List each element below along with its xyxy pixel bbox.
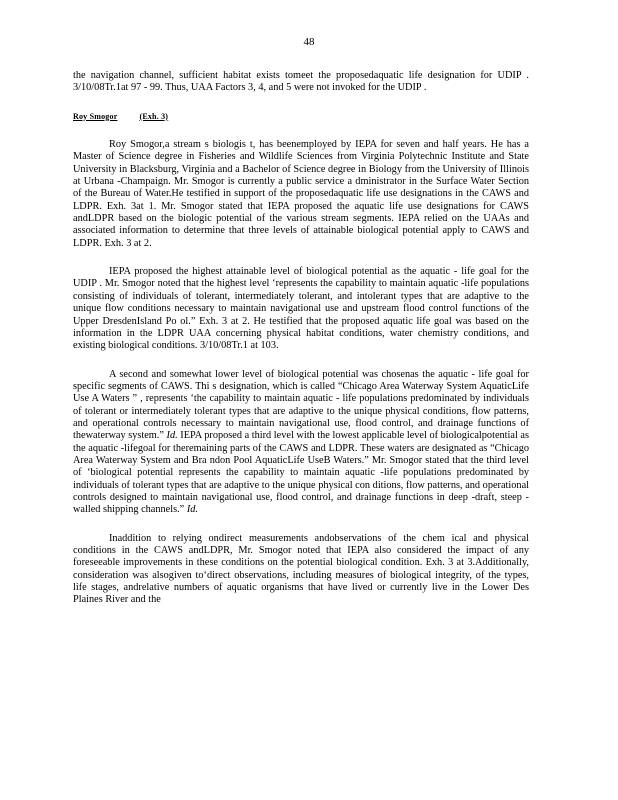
section-heading [73,111,529,123]
exhibit-reference: (Exh. 3) [139,111,169,121]
page-number: 48 [303,36,315,48]
witness-name: Roy Smogor [73,111,118,121]
paragraph-witness-background: Roy Smogor,a stream s biologis t, has beenemployed by IEPA for seven and half years. He has a Master of Science degree in Fisheries and Wildlife Sciences from Virginia Polytechnic Institute and State University in Blacksburg, Virginia and a Bachelor of Science degree in Biology from the University of Illinois at Urbana -Champaign. Mr. Smogor is currently a public service a dministrator in the Surface Water Section of the Bureau of Water.He testified in support of the proposedaquatic life use designations in the CAWS and LDPR. Exh. 3at 1. Mr. Smogor stated that IEPA proposed the aquatic life use designations for CAWS andLDPR based on the biologic potential of the various stream segments. IEPA relied on the UAAs and associated information to determine that three levels of attainable biological potential apply to CAWS and LDPR. Exh. 3 at 2. [73,139,529,249]
paragraph-second-third-levels [73,369,529,517]
intro-paragraph: the navigation channel, sufficient habitat exists tomeet the proposedaquatic life designation for UDIP . 3/10/08Tr.1at 97 - 99. Thus, UAA Factors 3, 4, and 5 were not invoked for the UDIP . [73,70,529,94]
third-level-text: IEPA proposed a third level with the lowest applicable level of biologicalpotential as the aquatic -lifegoal for theremaining parts of the CAWS and LDPR. These waters are designated as “Chicago Area Waterway System and Bra ndon Pool AquaticLife UseB Waters.” Mr. Smogor stated that the third level of ‘biological potential represents the capability to maintain aquatic -life populations predominated by individuals of tolerant types that are adaptive to the unique physical con ditions, flow patterns, and operational controls designed to maintain navigational use, flood control, and drainage functions in deep -draft, steep -walled shipping channels.” [73,430,529,516]
paragraph-highest-level: IEPA proposed the highest attainable level of biological potential as the aquatic - life goal for the UDIP . Mr. Smogor noted that the highest level ‘represents the capability to maintain aquatic -life populations consisting of individuals of tolerant, intermediately tolerant, and intolerant types that are adaptive to the unique flow conditions necessary to maintain navigational use and upstream flood control functions of the Upper DresdenIsland Po ol.” Exh. 3 at 2. He testified that the proposed aquatic life goal was based on the information in the LDPR UAA concerning physical habitat conditions, water chemistry conditions, and existing biological conditions. 3/10/08Tr.1 at 103. [73,266,529,352]
second-level-text: A second and somewhat lower level of biological potential was chosenas the aquatic - life goal for specific segments of CAWS. Thi s designation, which is called “Chicago Area Waterway System AquaticLife Use A Waters ” , represents ‘the capability to maintain aquatic - life populations predominated by individuals of tolerant or intermediately tolerant types that are adaptive to the unique physical conditions, flow patterns, and operational controls necessary to maintain navigational use, flood control, and drainage functions of thewaterway system.” [73,368,529,442]
citation-id: Id. [186,504,198,516]
citation-id: Id. [166,430,178,442]
document-body [73,70,529,607]
paragraph-direct-measurements: Inaddition to relying ondirect measurements andobservations of the chem ical and physical conditions in the CAWS andLDPR, Mr. Smogor noted that IEPA also considered the impact of any foreseeable improvements in these conditions on the potential biological condition. Exh. 3 at 3.Additionally, consideration was alsogiven to‘direct observations, including measures of biological integrity, of the types, life stages, andrelative numbers of aquatic organisms that have lived or currently live in the Lower Des Plaines River and the [73,532,529,606]
